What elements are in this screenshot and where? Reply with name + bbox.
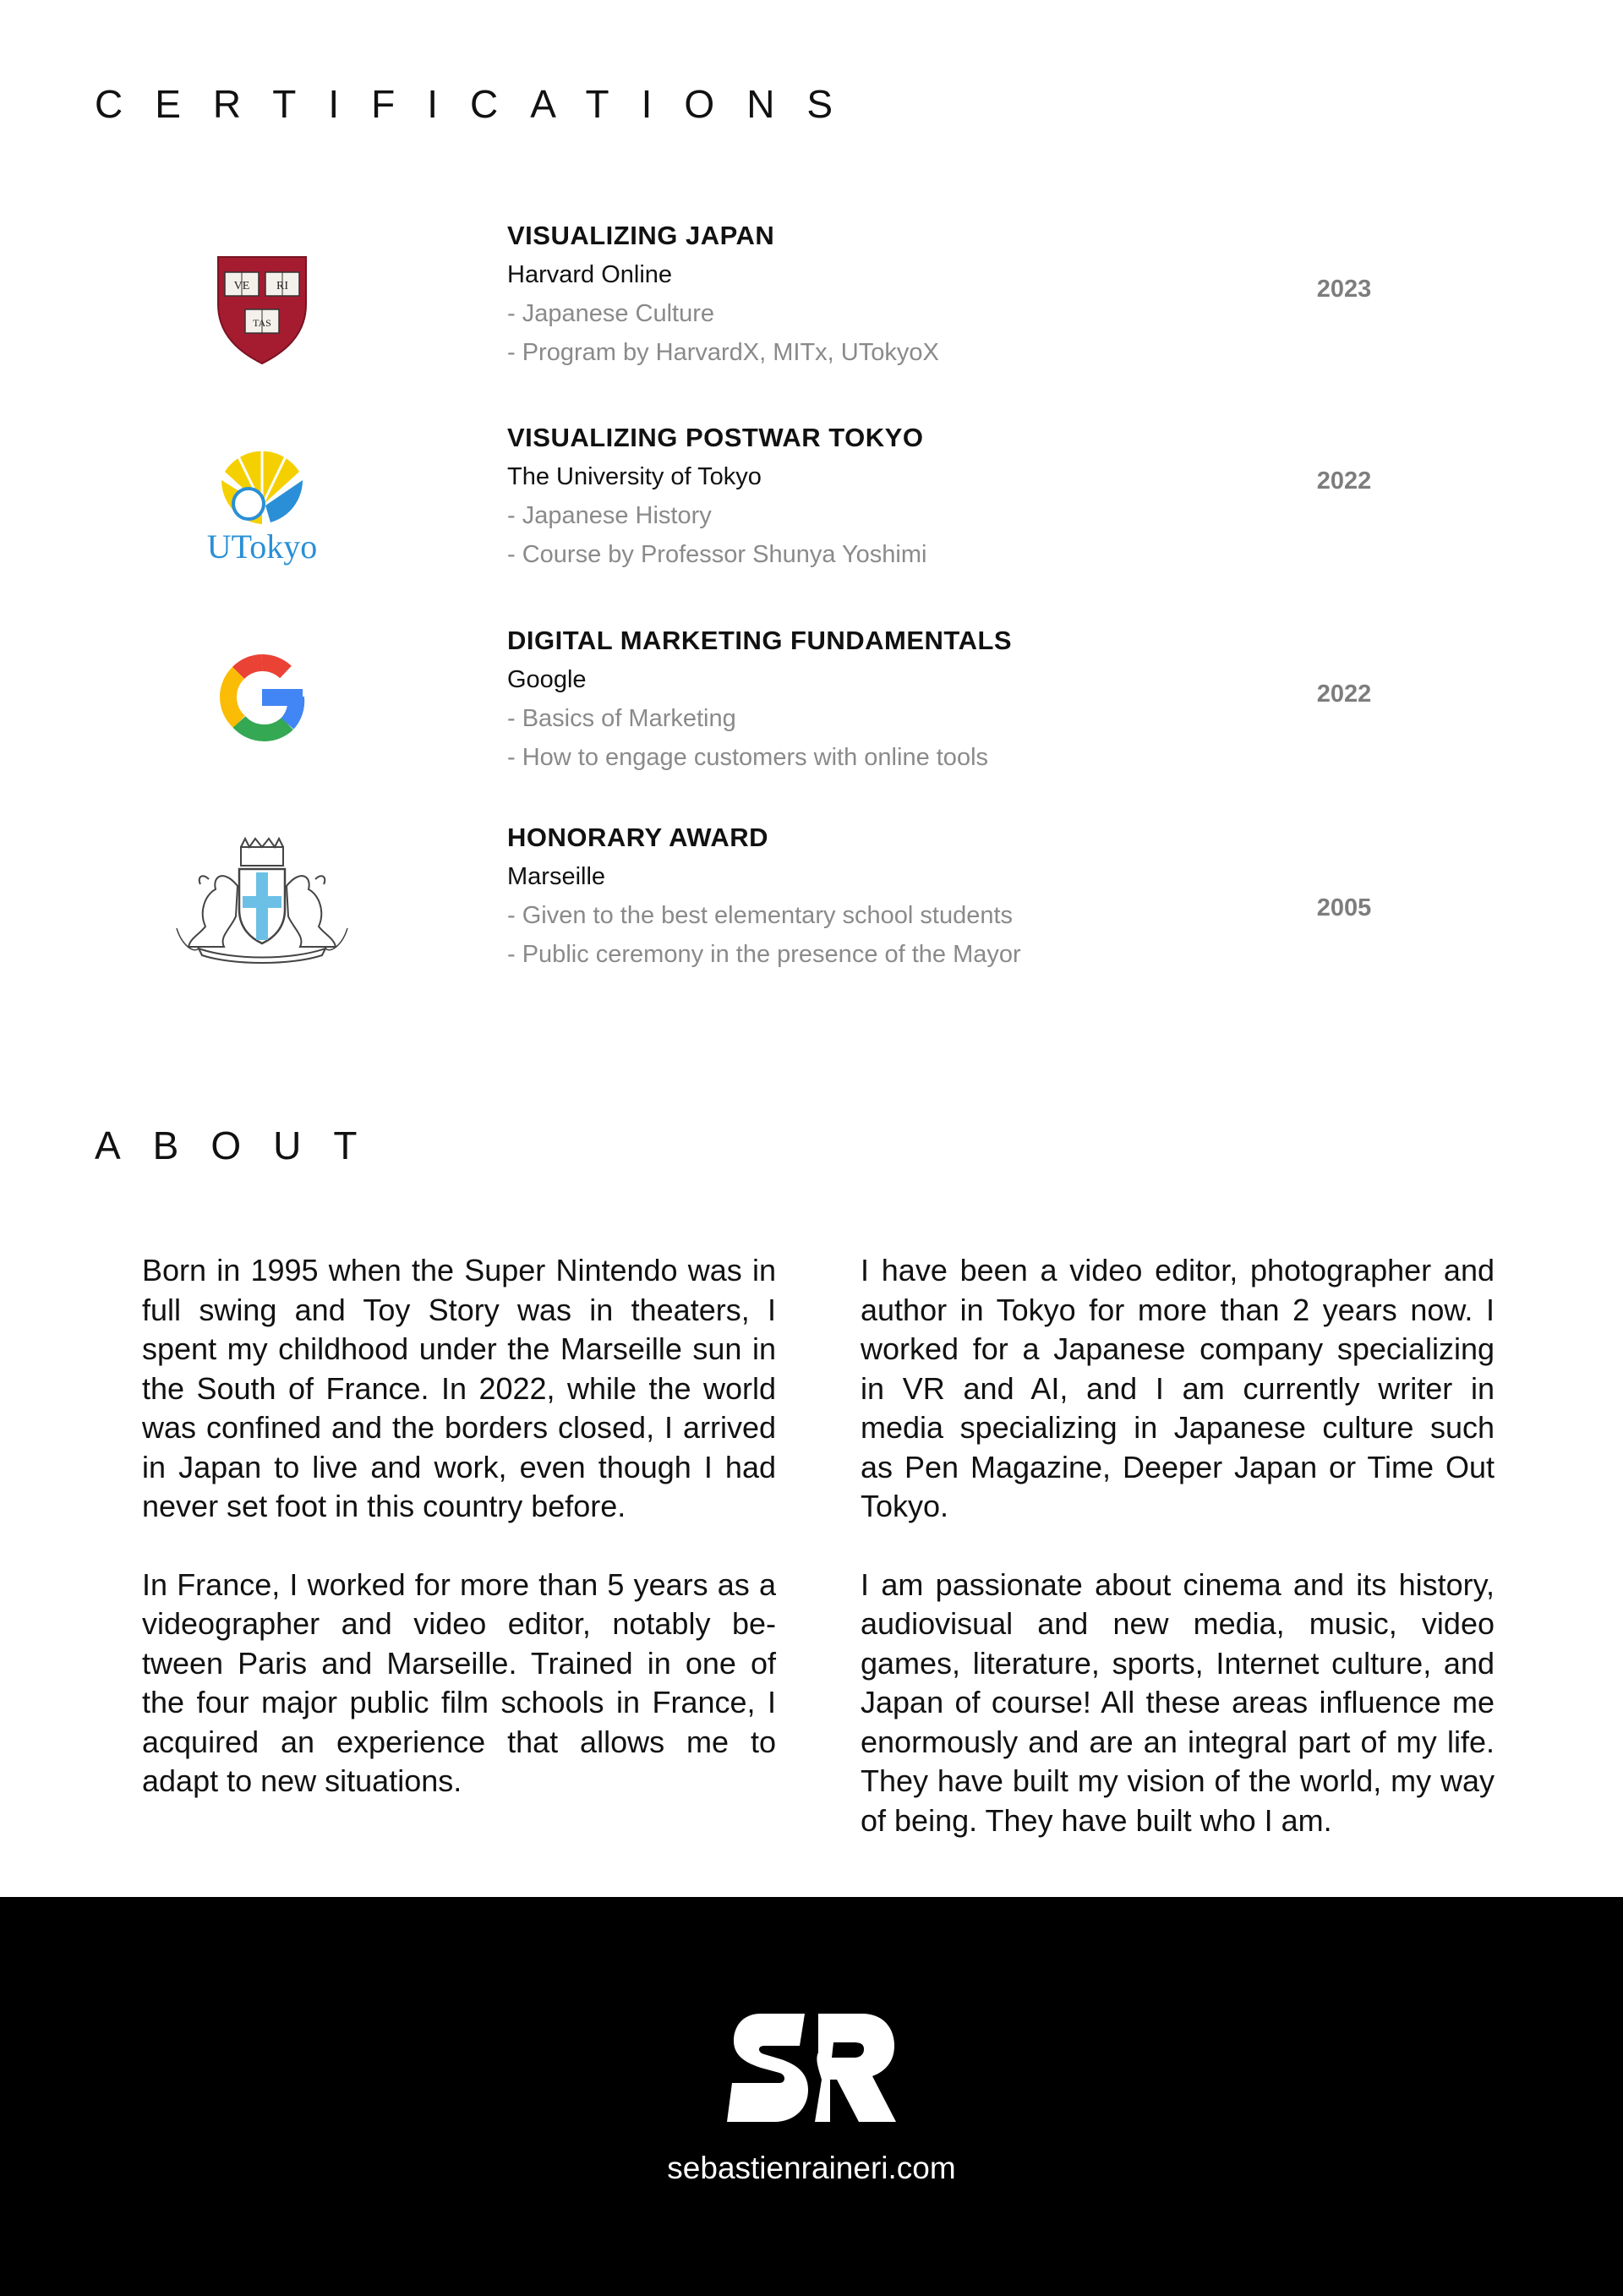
certification-year: 2022 bbox=[1316, 681, 1372, 708]
certification-year: 2022 bbox=[1316, 467, 1372, 495]
about-paragraph: Born in 1995 when the Super Nintendo was in full swing and Toy Story was in theaters, I spent my childhood under the Marseille sun in the South of France. In 2022, while the world was confined and the borders closed, I arrived in Japan to live and work, even though I had never set foot in this country before. bbox=[142, 1253, 776, 1523]
certification-year: 2023 bbox=[1316, 276, 1372, 303]
certification-text bbox=[507, 621, 1352, 777]
marseille-coat-of-arms-icon bbox=[161, 827, 363, 979]
certification-name: VISUALIZING JAPAN bbox=[507, 221, 775, 250]
about-paragraph: I am passionate about cinema and its history, audiovisual and new media, music, video games, literature, sports, Internet culture, and Japan of course! All these areas influence me enormously and are an integral part of my life. They have built my vision of the world, my way of being. They have built who I am. bbox=[861, 1566, 1495, 1838]
certification-detail: - Course by Professor Shunya Yoshimi bbox=[507, 541, 927, 568]
certification-name: DIGITAL MARKETING FUNDAMENTALS bbox=[507, 626, 1013, 655]
certification-org: Google bbox=[507, 666, 587, 693]
certification-text bbox=[507, 418, 1352, 574]
certification-org: Marseille bbox=[507, 863, 606, 890]
certification-item bbox=[0, 418, 1623, 588]
about-right-column bbox=[861, 1251, 1495, 1840]
certification-detail: - Japanese Culture bbox=[507, 300, 715, 327]
google-g-icon bbox=[161, 621, 363, 774]
certification-detail: - Japanese History bbox=[507, 502, 712, 529]
certification-name: VISUALIZING POSTWAR TOKYO bbox=[507, 423, 924, 452]
footer bbox=[0, 1897, 1623, 2296]
certification-detail: - Basics of Marketing bbox=[507, 705, 736, 732]
harvard-shield-text-1: VE bbox=[233, 280, 250, 292]
certification-detail: - How to engage customers with online tools bbox=[507, 744, 989, 771]
utokyo-wordmark: UTokyo bbox=[206, 528, 318, 566]
certification-detail: - Public ceremony in the presence of the Mayor bbox=[507, 941, 1021, 968]
certification-item bbox=[0, 621, 1623, 790]
harvard-shield-text-2: RI bbox=[276, 280, 288, 292]
certification-detail: - Program by HarvardX, MITx, UTokyoX bbox=[507, 339, 939, 366]
certification-item bbox=[0, 818, 1623, 987]
harvard-shield-text-3: TAS bbox=[253, 317, 271, 329]
certification-year: 2005 bbox=[1316, 894, 1372, 921]
sr-monogram-logo bbox=[727, 2009, 896, 2127]
about-paragraph: In France, I worked for more than 5 years as a videographer and video editor, notably between Paris and Marseille. Trained in one of the four major public film schools in France, I acquired an experience that allows me to adapt to new situations. bbox=[142, 1566, 776, 1798]
website-link[interactable]: sebastienraineri.com bbox=[667, 2151, 956, 2185]
about-left-column bbox=[142, 1251, 776, 1801]
about-heading: ABOUT bbox=[95, 1123, 390, 1167]
harvard-shield-icon bbox=[161, 233, 363, 385]
certification-text bbox=[507, 216, 1352, 372]
certification-org: Harvard Online bbox=[507, 261, 673, 288]
about-paragraph: I have been a video editor, photographer and author in Tokyo for more than 2 years now. I worked for a Japanese company specializing in VR and AI, and I am currently writer in media specializing in Japanese culture such as Pen Magazine, Deeper Japan or Time Out Tokyo. bbox=[861, 1253, 1495, 1523]
utokyo-logo-icon bbox=[161, 418, 363, 571]
certification-item bbox=[0, 216, 1623, 385]
certification-name: HONORARY AWARD bbox=[507, 823, 768, 852]
certifications-heading: CERTIFICATIONS bbox=[95, 82, 866, 126]
certification-org: The University of Tokyo bbox=[507, 463, 762, 490]
certification-detail: - Given to the best elementary school students bbox=[507, 902, 1014, 929]
certification-text bbox=[507, 818, 1352, 974]
